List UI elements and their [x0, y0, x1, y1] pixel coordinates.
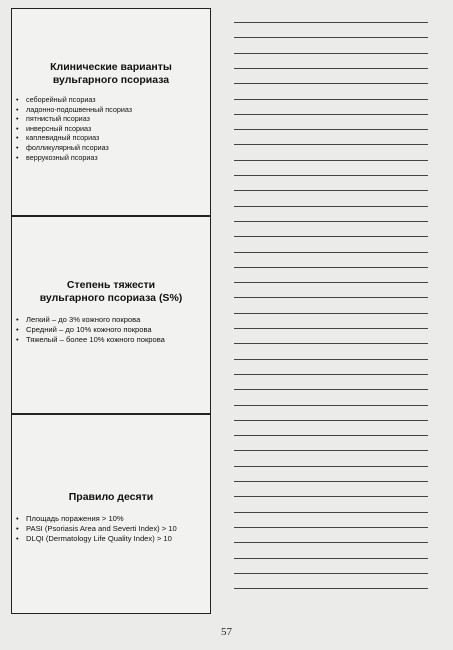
list-item: • ладонно-подошвенный псориаз	[16, 105, 210, 115]
list-item: • себорейный псориаз	[16, 95, 210, 105]
bullet-list	[12, 315, 210, 346]
note-line	[234, 435, 428, 436]
list-item: • фолликулярный псориаз	[16, 143, 210, 153]
list-item: • каплевидный псориаз	[16, 133, 210, 143]
bullet-list	[12, 514, 210, 545]
list-item: • Площадь поражения > 10%	[16, 514, 210, 524]
note-line	[234, 343, 428, 344]
note-line	[234, 297, 428, 298]
note-line	[234, 389, 428, 390]
note-line	[234, 144, 428, 145]
list-item: • PASI (Psoriasis Area and Severti Index) > 10	[16, 524, 210, 534]
note-line	[234, 512, 428, 513]
list-item: • Легкий – до 3% кожного покрова	[16, 315, 210, 325]
notes-column	[228, 8, 434, 613]
note-line	[234, 450, 428, 451]
note-line	[234, 53, 428, 54]
note-line	[234, 129, 428, 130]
list-item: • Средний – до 10% кожного покрова	[16, 325, 210, 335]
list-item: • веррукозный псориаз	[16, 153, 210, 163]
note-line	[234, 160, 428, 161]
note-line	[234, 405, 428, 406]
note-line	[234, 267, 428, 268]
note-line	[234, 175, 428, 176]
card-severity	[11, 216, 211, 414]
note-line	[234, 573, 428, 574]
note-line	[234, 588, 428, 589]
card-title	[12, 61, 210, 87]
note-line	[234, 466, 428, 467]
note-line	[234, 190, 428, 191]
card-title-line1: Степень тяжести	[66, 279, 156, 291]
note-line	[234, 22, 428, 23]
note-line	[234, 282, 428, 283]
card-title	[12, 279, 210, 305]
note-line	[234, 221, 428, 222]
list-item: • пятнистый псориаз	[16, 114, 210, 124]
note-line	[234, 252, 428, 253]
note-line	[234, 313, 428, 314]
list-item: • DLQI (Dermatology Life Quality Index) > 10	[16, 534, 210, 544]
bullet-list	[12, 95, 210, 162]
card-title-line2: вульгарного псориаза (S%)	[39, 292, 183, 304]
list-item: • инверсный псориаз	[16, 124, 210, 134]
note-line	[234, 328, 428, 329]
note-line	[234, 374, 428, 375]
note-line	[234, 83, 428, 84]
page-number: 57	[221, 626, 232, 638]
note-line	[234, 496, 428, 497]
note-line	[234, 542, 428, 543]
card-title-line1: Клинические варианты	[50, 61, 172, 73]
card-clinical-variants	[11, 8, 211, 216]
note-line	[234, 206, 428, 207]
note-line	[234, 420, 428, 421]
note-line	[234, 236, 428, 237]
card-title: Правило десяти	[68, 491, 154, 503]
note-line	[234, 37, 428, 38]
note-line	[234, 527, 428, 528]
note-line	[234, 68, 428, 69]
note-line	[234, 558, 428, 559]
card-title-line2: вульгарного псориаза	[52, 74, 170, 86]
note-line	[234, 359, 428, 360]
note-line	[234, 99, 428, 100]
note-line	[234, 114, 428, 115]
list-item: • Тяжелый – более 10% кожного покрова	[16, 335, 210, 345]
note-line	[234, 481, 428, 482]
card-rule-of-ten	[11, 414, 211, 614]
